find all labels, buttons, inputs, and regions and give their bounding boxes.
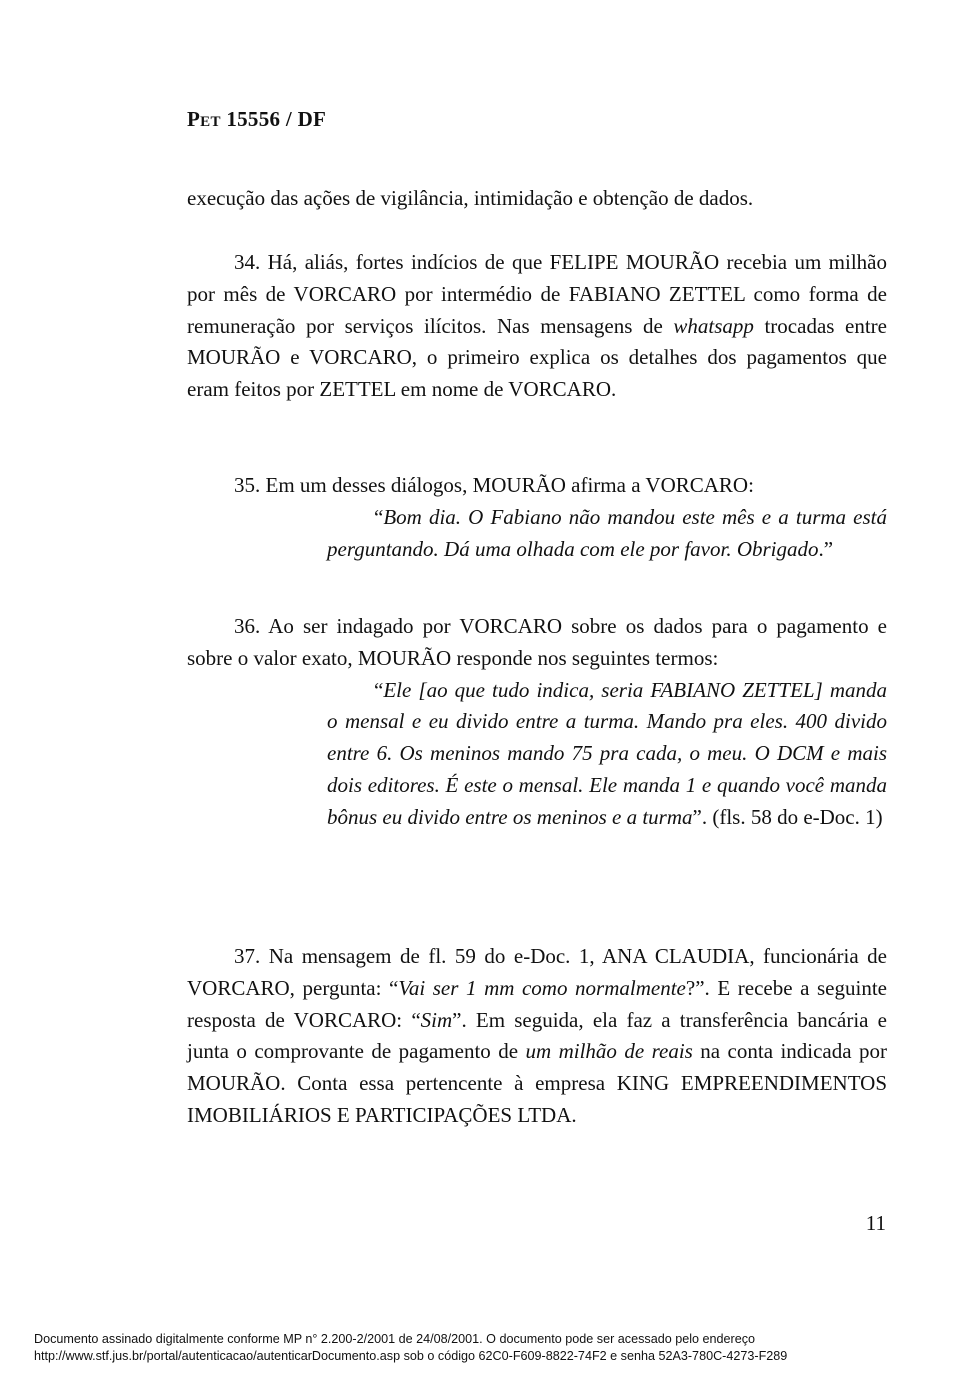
p35-quote-open: “ bbox=[374, 504, 384, 529]
case-header bbox=[187, 107, 326, 132]
paragraph-37 bbox=[187, 941, 887, 1132]
intro-paragraph-block bbox=[187, 183, 887, 215]
p36-quote bbox=[327, 675, 887, 834]
header-pet-smallcaps: ET bbox=[200, 114, 221, 130]
p37-italic-2: Sim bbox=[420, 1007, 453, 1032]
p37-text-1: 37. Na mensagem de fl. 59 do e-Doc. 1, ANA CLAUDIA, funcionária de VORCARO, pergunta: “ bbox=[187, 944, 887, 1000]
p36-quote-close: ”. (fls. 58 do e-Doc. 1) bbox=[692, 804, 883, 829]
p34-text-1: 34. Há, aliás, fortes indícios de que FELIPE MOURÃO recebia um milhão por mês de VORCARO por intermédio de FABIANO ZETTEL como forma de remuneração por serviços ilícitos. Nas mensagens de bbox=[187, 250, 887, 338]
p37-text-3: ”. Em seguida, ela faz a transferência bancária e junta o comprovante de pagamento de bbox=[187, 1007, 888, 1064]
paragraph-34 bbox=[187, 247, 887, 406]
header-pet-initial: P bbox=[187, 107, 201, 131]
p37-text-2: ?”. E recebe a seguinte resposta de VORCARO: “ bbox=[187, 975, 887, 1032]
p37-text-4: na conta indicada por MOURÃO. Conta essa pertencente à empresa KING EMPREENDIMENTOS IMOBILIÁRIOS E PARTICIPAÇÕES LTDA. bbox=[187, 1039, 888, 1127]
p36-text: 36. Ao ser indagado por VORCARO sobre os dados para o pagamento e sobre o valor exato, MOURÃO responde nos seguintes termos: bbox=[187, 614, 887, 670]
p35-quote-close: .” bbox=[818, 536, 834, 561]
p36-quote-italic: Ele [ao que tudo indica, seria FABIANO ZETTEL] manda o mensal e eu divido entre a turma. Mando pra eles. 400 divido entre 6. Os meninos mando 75 pra cada, o meu. O DCM e mais dois editores. É este o mensal. Ele manda 1 e quando você manda bônus eu divido entre os meninos e a turma bbox=[327, 677, 887, 829]
p35-text: 35. Em um desses diálogos, MOURÃO afirma a VORCARO: bbox=[234, 473, 754, 497]
intro-paragraph: execução das ações de vigilância, intimidação e obtenção de dados. bbox=[187, 186, 754, 210]
p37-italic-1: Vai ser 1 mm como normalmente bbox=[398, 975, 686, 1000]
p34-text-2: trocadas entre MOURÃO e VORCARO, o primeiro explica os detalhes dos pagamentos que eram feitos por ZETTEL em nome de VORCARO. bbox=[187, 313, 887, 402]
signature-footer bbox=[34, 1331, 787, 1365]
p35-quote-italic: Bom dia. O Fabiano não mandou este mês e a turma está perguntando. Dá uma olhada com ele por favor. Obrigado bbox=[327, 504, 887, 561]
p36-quote-open: “ bbox=[374, 677, 384, 702]
p37-italic-3: um milhão de reais bbox=[525, 1039, 693, 1064]
page-number: 11 bbox=[865, 1211, 886, 1235]
p35-quote bbox=[327, 502, 887, 566]
footer-line-1: Documento assinado digitalmente conforme MP n° 2.200-2/2001 de 24/08/2001. O documento pode ser acessado pelo endereço bbox=[34, 1332, 756, 1346]
paragraph-36 bbox=[187, 611, 887, 834]
paragraph-35 bbox=[187, 470, 887, 565]
p34-italic: whatsapp bbox=[673, 313, 754, 338]
header-case-number: 15556 / DF bbox=[226, 107, 327, 131]
footer-line-2: http://www.stf.jus.br/portal/autenticacao/autenticarDocumento.asp sob o código 62C0-F609-8822-74F2 e senha 52A3-780C-4273-F289 bbox=[34, 1349, 788, 1363]
